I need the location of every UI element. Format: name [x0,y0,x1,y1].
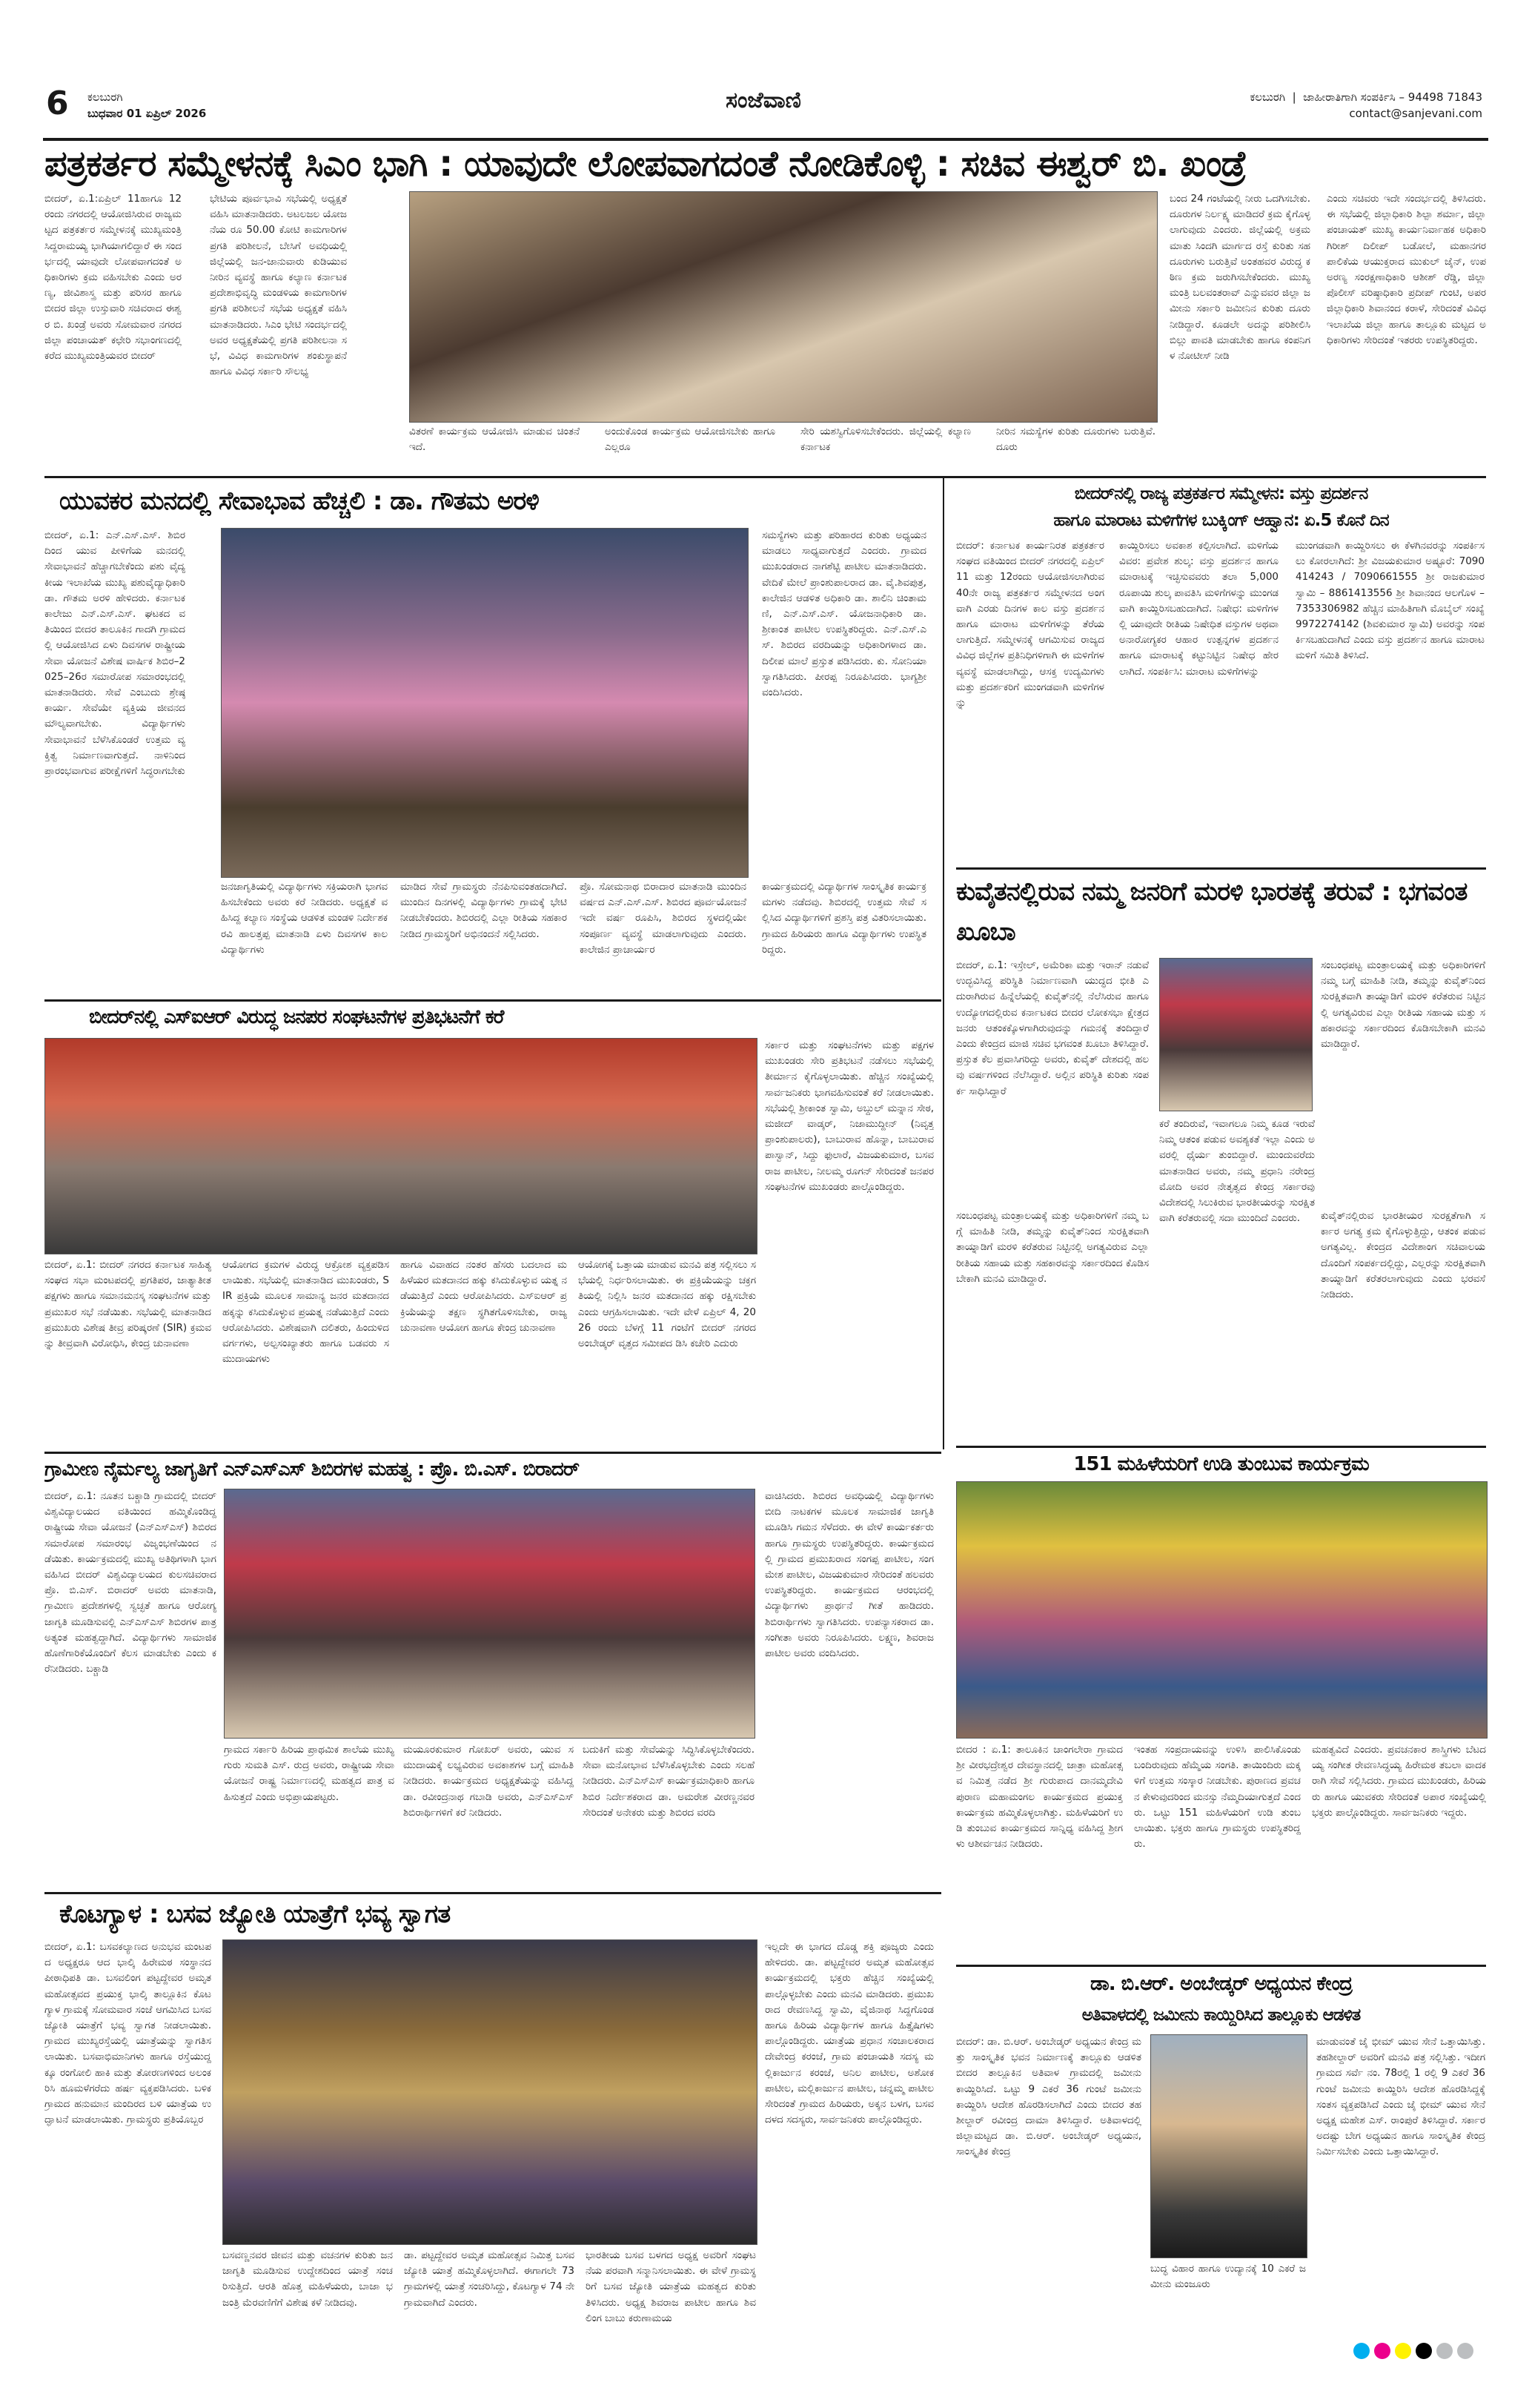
divider-1 [44,476,1486,478]
article5-photo [44,1038,757,1254]
article5-col4: ಆಯೋಗಕ್ಕೆ ಒತ್ತಾಯ ಮಾಡುವ ಮನವಿ ಪತ್ರ ಸಲ್ಲಿಸಲು ಸಭೆಯಲ್ಲಿ ನಿರ್ಧರಿಸಲಾಯಿತು. ಈ ಪ್ರಕ್ರಿಯೆಯನ್ನು ಚಕ್ರಗತಿಯಲ್ಲಿ ನಿಲ್ಲಿಸಿ ಜನರ ಮತದಾನದ ಹಕ್ಕು ರಕ್ಷಿಸಬೇಕು ಎಂದು ಆಗ್ರಹಿಸಲಾಯಿತು. ಇದೇ ವೇಳೆ ಏಪ್ರಿಲ್ 4, 2026 ರಂದು ಬೆಳಗ್ಗೆ 11 ಗಂಟೆಗೆ ಬೀದರ್ ನಗರದ ಅಂಬೇಡ್ಕರ್ ವೃತ್ತದ ಸಮೀಪದ ಡಿಸಿ ಕಚೇರಿ ಎದುರು [578,1259,756,1350]
article2-under4: ಕಾರ್ಯಕ್ರಮದಲ್ಲಿ ವಿದ್ಯಾರ್ಥಿಗಳ ಸಾಂಸ್ಕೃತಿಕ ಕಾರ್ಯಕ್ರಮಗಳು ನಡೆದವು. ಶಿಬಿರದಲ್ಲಿ ಉತ್ತಮ ಸೇವೆ ಸಲ್ಲಿಸಿದ ವಿದ್ಯಾರ್ಥಿಗಳಿಗೆ ಪ್ರಶಸ್ತಿ ಪತ್ರ ವಿತರಿಸಲಾಯಿತು. ಗ್ರಾಮದ ಹಿರಿಯರು ಹಾಗೂ ವಿದ್ಯಾರ್ಥಿಗಳು ಉಪಸ್ಥಿತರಿದ್ದರು. [762,881,926,956]
article6-photo [956,1481,1488,1739]
article4-col4: ಕುವೈತ್‌ನಲ್ಲಿರುವ ಭಾರತೀಯರ ಸುರಕ್ಷತೆಗಾಗಿ ಸರ್ಕಾರ ಅಗತ್ಯ ಕ್ರಮ ಕೈಗೊಳ್ಳುತ್ತಿದ್ದು, ಆತಂಕ ಪಡುವ ಅಗತ್ಯವಿಲ್ಲ. ಕೇಂದ್ರದ ವಿದೇಶಾಂಗ ಸಚಿವಾಲಯದೊಂದಿಗೆ ಸಂಪರ್ಕದಲ್ಲಿದ್ದು, ಎಲ್ಲರನ್ನು ಸುರಕ್ಷಿತವಾಗಿ ತಾಯ್ನಾಡಿಗೆ ಕರೆತರಲಾಗುವುದು ಎಂದು ಭರವಸೆ ನೀಡಿದರು. [1321,1210,1485,1301]
article2-headline: ಯುವಕರ ಮನದಲ್ಲಿ ಸೇವಾಭಾವ ಹೆಚ್ಚಲಿ : ಡಾ. ಗೌತಮ ಅರಳಿ [59,486,539,516]
article7-col1: ಬೀದರ್, ಏ.1: ನೂತನ ಬಕ್ಚಾಡಿ ಗ್ರಾಮದಲ್ಲಿ ಬೀದರ್ ವಿಶ್ವವಿದ್ಯಾಲಯದ ವತಿಯಿಂದ ಹಮ್ಮಿಕೊಂಡಿದ್ದ ರಾಷ್ಟ್ರೀಯ ಸೇವಾ ಯೋಜನೆ (ಎನ್‌ಎಸ್‌ಎಸ್) ಶಿಬಿರದ ಸಮಾರೋಪ ಸಮಾರಂಭ ವಿಜೃಂಭಣೆಯಿಂದ ನಡೆಯಿತು. ಕಾರ್ಯಕ್ರಮದಲ್ಲಿ ಮುಖ್ಯ ಅತಿಥಿಗಳಾಗಿ ಭಾಗವಹಿಸಿದ ಬೀದರ್ ವಿಶ್ವವಿದ್ಯಾಲಯದ ಕುಲಸಚಿವರಾದ ಪ್ರೊ. ಬಿ.ಎಸ್. ಬಿರಾದರ್ ಅವರು ಮಾತನಾಡಿ, ಗ್ರಾಮೀಣ ಪ್ರದೇಶಗಳಲ್ಲಿ ಸ್ವಚ್ಛತೆ ಹಾಗೂ ಆರೋಗ್ಯ ಜಾಗೃತಿ ಮೂಡಿಸುವಲ್ಲಿ ಎನ್‌ಎಸ್‌ಎಸ್ ಶಿಬಿರಗಳ ಪಾತ್ರ ಅತ್ಯಂತ ಮಹತ್ವದ್ದಾಗಿದೆ. ವಿದ್ಯಾರ್ಥಿಗಳು ಸಾಮಾಜಿಕ ಹೊಣೆಗಾರಿಕೆಯೊಂದಿಗೆ ಕೆಲಸ ಮಾಡಬೇಕು ಎಂದು ಕರೆನೀಡಿದರು. ಬಕ್ಚಾಡಿ [44,1490,216,1676]
article2-photo [221,528,749,878]
article1-under4: ನೀರಿನ ಸಮಸ್ಯೆಗಳ ಕುರಿತು ದೂರುಗಳು ಬರುತ್ತಿವೆ. ದೂರು [996,426,1155,454]
article7-under3: ಬದುಕಿಗೆ ಮತ್ತು ಸೇವೆಯನ್ನು ಸಿದ್ಧಿಸಿಕೊಳ್ಳಬೇಕೆಂದರು. ಸೇವಾ ಮನೋಭಾವ ಬೆಳೆಸಿಕೊಳ್ಳಬೇಕು ಎಂದು ಸಲಹೆ ನೀಡಿದರು. ಎನ್‌ಎಸ್‌ಎಸ್ ಕಾರ್ಯಕ್ರಮಾಧಿಕಾರಿ ಹಾಗೂ ಶಿಬಿರ ನಿರ್ದೇಶಕರಾದ ಡಾ. ಅಮರೇಶ ವೀರಣ್ಣನವರ ಸೇರಿದಂತೆ ಅನೇಕರು ಮತ್ತು ಶಿಬಿರದ ವರದಿ [583,1744,755,1819]
article4-col1b: ಸಂಬಂಧಪಟ್ಟ ಮಂತ್ರಾಲಯಕ್ಕೆ ಮತ್ತು ಅಧಿಕಾರಿಗಳಿಗೆ ನಮ್ಮ ಬಗ್ಗೆ ಮಾಹಿತಿ ನೀಡಿ, ತಮ್ಮನ್ನು ಕುವೈತ್‌ನಿಂದ ಸುರಕ್ಷಿತವಾಗಿ ತಾಯ್ನಾಡಿಗೆ ಮರಳಿ ಕರೆತರುವ ನಿಟ್ಟಿನಲ್ಲಿ ಅಗತ್ಯವಿರುವ ಎಲ್ಲಾ ರೀತಿಯ ಸಹಾಯ ಮತ್ತು ಸಹಕಾರವನ್ನು ಸರ್ಕಾರದಿಂದ ಕೊಡಿಸಬೇಕಾಗಿ ಮನವಿ ಮಾಡಿದ್ದಾರೆ. [956,1210,1149,1285]
article9-headline: ಡಾ. ಬಿ.ಆರ್. ಅಂಬೇಡ್ಕರ್ ಅಧ್ಯಯನ ಕೇಂದ್ರ [1090,1973,1353,1995]
article9-col2: ಬುದ್ಧ ವಿಹಾರ ಹಾಗೂ ಉದ್ಯಾನಕ್ಕೆ 10 ಎಕರೆ ಜಮೀನು ಮಂಜೂರು [1150,2263,1306,2291]
divider-3 [956,867,1486,870]
article4-photo [1159,958,1313,1111]
article3-kicker: ಬೀದರ್‌ನಲ್ಲಿ ರಾಜ್ಯ ಪತ್ರಕರ್ತರ ಸಮ್ಮೇಳನ: ವಸ್ತು ಪ್ರದರ್ಶನ [1074,484,1368,503]
article4-col1: ಬೀದರ್, ಏ.1: ಇಸ್ರೇಲ್, ಅಮೆರಿಕಾ ಮತ್ತು ಇರಾನ್ ನಡುವೆ ಉದ್ಭವಿಸಿದ್ದ ಪರಿಸ್ಥಿತಿ ನಿರ್ಮಾಣವಾಗಿ ಯುದ್ಧದ ಭೀತಿ ಎದುರಾಗಿರುವ ಹಿನ್ನೆಲೆಯಲ್ಲಿ ಕುವೈತ್‌ನಲ್ಲಿ ನೆಲೆಸಿರುವ ಹಾಗೂ ಉದ್ಯೋಗದಲ್ಲಿರುವ ಕರ್ನಾಟಕದ ಬೀದರ ಲೋಕಸಭಾ ಕ್ಷೇತ್ರದ ಜನರು ಆತಂಕಕ್ಕೊಳಗಾಗಿರುವುದನ್ನು ಗಮನಕ್ಕೆ ತಂದಿದ್ದಾರೆ ಎಂದು ಕೇಂದ್ರದ ಮಾಜಿ ಸಚಿವ ಭಗವಂತ ಖೂಬಾ ತಿಳಿಸಿದ್ದಾರೆ. ಪ್ರಸ್ತುತ ಕೆಲ ಪ್ರವಾಸಿಗರಿದ್ದು ಅವರು, ಕುವೈತ್ ದೇಶದಲ್ಲಿ ಹಲವು ವರ್ಷಗಳಿಂದ ನೆಲೆಸಿದ್ದಾರೆ. ಅಲ್ಲಿನ ಪರಿಸ್ಥಿತಿ ಕುರಿತು ಸಂಪರ್ಕ ಸಾಧಿಸಿದ್ದಾರೆ [956,959,1149,1097]
masthead-left [87,89,206,122]
article7-under2: ಮಯೂರಕುಮಾರ ಗೋಖರ್ ಅವರು, ಯುವ ಸಮುದಾಯಕ್ಕೆ ಲಭ್ಯವಿರುವ ಅವಕಾಶಗಳ ಬಗ್ಗೆ ಮಾಹಿತಿ ನೀಡಿದರು. ಕಾರ್ಯಕ್ರಮದ ಅಧ್ಯಕ್ಷತೆಯನ್ನು ವಹಿಸಿದ್ದ ಡಾ. ರವೀಂದ್ರನಾಥ ಗಬಾಡಿ ಅವರು, ಎನ್‌ಎಸ್‌ಎಸ್ ಶಿಬಿರಾರ್ಥಿಗಳಿಗೆ ಕರೆ ನೀಡಿದರು. [403,1744,574,1819]
article5-side: ಸರ್ಕಾರ ಮತ್ತು ಸಂಘಟನೆಗಳು ಮತ್ತು ಪಕ್ಷಗಳ ಮುಖಂಡರು ಸೇರಿ ಪ್ರತಿಭಟನೆ ನಡೆಸಲು ಸಭೆಯಲ್ಲಿ ತೀರ್ಮಾನ ಕೈಗೊಳ್ಳಲಾಯಿತು. ಹೆಚ್ಚಿನ ಸಂಖ್ಯೆಯಲ್ಲಿ ಸಾರ್ವಜನಿಕರು ಭಾಗವಹಿಸುವಂತೆ ಕರೆ ನೀಡಲಾಯಿತು. ಸಭೆಯಲ್ಲಿ ಶ್ರೀಕಾಂತ ಸ್ವಾಮಿ, ಅಬ್ದುಲ್ ಮನ್ನಾನ ಸೇಠ, ಮಜೀದ್ ವಾಡ್ಕರ್, ನಿಜಾಮುದ್ದೀನ್ (ನಿವೃತ್ತ ಪ್ರಾಂಶುಪಾಲರು), ಬಾಬುರಾವ ಹೊನ್ನಾ, ಬಾಬುರಾವ ಪಾಸ್ವಾನ್, ಸಿದ್ದು ಫುಲಾರೆ, ವಿಜಯಕುಮಾರ, ಬಸವರಾಜ ಪಾಟೀಲ, ನೀಲಮ್ಮ ರೂಗನ್ ಸೇರಿದಂತೆ ಜನಪರ ಸಂಘಟನೆಗಳ ಮುಖಂಡರು ಪಾಲ್ಗೊಂಡಿದ್ದರು. [765,1039,934,1193]
ad-contact: ಜಾಹೀರಾತಿಗಾಗಿ ಸಂಪರ್ಕಿಸಿ – 94498 71843 [1303,90,1482,104]
article9-col3: ಮಾಡುವಂತೆ ಜೈ ಭೀಮ್ ಯುವ ಸೇನೆ ಒತ್ತಾಯಿಸಿತ್ತು. ತಹಶೀಲ್ದಾರ್ ಅವರಿಗೆ ಮನವಿ ಪತ್ರ ಸಲ್ಲಿಸಿತ್ತು. ಇದೀಗ ಗ್ರಾಮದ ಸರ್ವೆ ನಂ. 78ರಲ್ಲಿ 1 ರಲ್ಲಿ 9 ಎಕರೆ 36 ಗುಂಟೆ ಜಮೀನು ಕಾಯ್ದಿರಿಸಿ ಆದೇಶ ಹೊರಡಿಸಿದ್ದಕ್ಕೆ ಸಂತಸ ವ್ಯಕ್ತಪಡಿಸಿದೆ ಎಂದು ಜೈ ಭೀಮ್ ಯುವ ಸೇನೆ ಅಧ್ಯಕ್ಷ ಮಹೇಶ ಎಸ್. ರಾಂಪುರೆ ತಿಳಿಸಿದ್ದಾರೆ. ಸರ್ಕಾರ ಅದಷ್ಟು ಬೇಗ ಅಧ್ಯಯನ ಹಾಗೂ ಸಾಂಸ್ಕೃತಿಕ ಕೇಂದ್ರ ನಿರ್ಮಿಸಬೇಕು ಎಂದು ಒತ್ತಾಯಿಸಿದ್ದಾರೆ. [1316,2036,1485,2158]
article9-photo [1150,2034,1307,2258]
article2-under2: ಮಾಡಿದ ಸೇವೆ ಗ್ರಾಮಸ್ಥರು ನೆನಪಿಸುವಂತಹದಾಗಿದೆ. ಮುಂದಿನ ದಿನಗಳಲ್ಲಿ ವಿದ್ಯಾರ್ಥಿಗಳು ಗ್ರಾಮಕ್ಕೆ ಭೇಟಿ ನೀಡಬೇಕೆಂದರು. ಶಿಬಿರದಲ್ಲಿ ಎಲ್ಲಾ ರೀತಿಯ ಸಹಕಾರ ನೀಡಿದ ಗ್ರಾಮಸ್ಥರಿಗೆ ಅಭಿನಂದನೆ ಸಲ್ಲಿಸಿದರು. [400,881,567,940]
article2-col1: ಬೀದರ್, ಏ.1: ಎನ್.ಎಸ್.ಎಸ್. ಶಿಬಿರದಿಂದ ಯುವ ಪೀಳಿಗೆಯ ಮನದಲ್ಲಿ ಸೇವಾಭಾವನೆ ಹೆಚ್ಚಾಗಬೇಕೆಂದು ಪಶು ವೈದ್ಯಕೀಯ ಇಲಾಖೆಯ ಮುಖ್ಯ ಪಶುವೈದ್ಯಾಧಿಕಾರಿ ಡಾ. ಗೌತಮ ಅರಳಿ ಹೇಳಿದರು. ಕರ್ನಾಟಕ ಕಾಲೇಜು ಎನ್.ಎಸ್.ಎಸ್. ಘಟಕದ ವತಿಯಿಂದ ಬೀದರ ತಾಲೂಕಿನ ಗಾದಗಿ ಗ್ರಾಮದಲ್ಲಿ ಆಯೋಜಿಸಿದ ಏಳು ದಿವಸಗಳ ರಾಷ್ಟ್ರೀಯ ಸೇವಾ ಯೋಜನೆ ವಿಶೇಷ ವಾರ್ಷಿಕ ಶಿಬಿರ–2025–26ರ ಸಮಾರೋಪ ಸಮಾರಂಭದಲ್ಲಿ ಮಾತನಾಡಿದರು. ಸೇವೆ ಎಂಬುದು ಶ್ರೇಷ್ಠ ಕಾರ್ಯ. ಸೇವೆಯೇ ವ್ಯಕ್ತಿಯ ಜೀವನದ ಮೌಲ್ಯವಾಗಬೇಕು. ವಿದ್ಯಾರ್ಥಿಗಳು ಸೇವಾಭಾವನೆ ಬೆಳೆಸಿಕೊಂಡರೆ ಉತ್ತಮ ವ್ಯಕ್ತಿತ್ವ ನಿರ್ಮಾಣವಾಗುತ್ತದೆ. ನಾಳಿನಿಂದ ಪ್ರಾರಂಭವಾಗುವ ಪರೀಕ್ಷೆಗಳಿಗೆ ಸಿದ್ಧರಾಗಬೇಕು [44,529,185,778]
article7-col3: ವಾಚಿಸಿದರು. ಶಿಬಿರದ ಅವಧಿಯಲ್ಲಿ ವಿದ್ಯಾರ್ಥಿಗಳು ಬೀದಿ ನಾಟಕಗಳ ಮೂಲಕ ಸಾಮಾಜಿಕ ಜಾಗೃತಿ ಮೂಡಿಸಿ ಗಮನ ಸೆಳೆದರು. ಈ ವೇಳೆ ಕಾರ್ಯಕರ್ತರು ಹಾಗೂ ಗ್ರಾಮಸ್ಥರು ಉಪಸ್ಥಿತರಿದ್ದರು. ಕಾರ್ಯಕ್ರಮದಲ್ಲಿ ಗ್ರಾಮದ ಪ್ರಮುಖರಾದ ಸಂಗಪ್ಪ ಪಾಟೀಲ, ಸಂಗಮೇಶ ಪಾಟೀಲ, ವಿಜಯಕುಮಾರ ಸೇರಿದಂತೆ ಹಲವರು ಉಪಸ್ಥಿತರಿದ್ದರು. ಕಾರ್ಯಕ್ರಮದ ಆರಂಭದಲ್ಲಿ ವಿದ್ಯಾರ್ಥಿಗಳು ಪ್ರಾರ್ಥನೆ ಗೀತೆ ಹಾಡಿದರು. ಶಿಬಿರಾರ್ಥಿಗಳು ಸ್ವಾಗತಿಸಿದರು. ಉಪನ್ಯಾಸಕರಾದ ಡಾ. ಸಂಗೀತಾ ಅವರು ನಿರೂಪಿಸಿದರು. ಲಕ್ಷ್ಮಣ, ಶಿವರಾಜ ಪಾಟೀಲ ಅವರು ವಂದಿಸಿದರು. [765,1490,934,1660]
masthead-city: ಕಲಬುರಗಿ [87,90,123,104]
article8-photo [222,1939,757,2245]
divider-5 [956,1446,1486,1448]
newspaper-logo [671,86,856,135]
article1-col3: ಬಂದ 24 ಗಂಟೆಯಲ್ಲಿ ನೀರು ಒದಗಿಸಬೇಕು. ದೂರುಗಳ ನಿರ್ಲಕ್ಷ್ಯ ಮಾಡಿದರೆ ಕ್ರಮ ಕೈಗೊಳ್ಳಲಾಗುವುದು ಎಂದರು. ಜಿಲ್ಲೆಯಲ್ಲಿ ಅಕ್ರಮ ಮಾತು ಸಿಂದಗಿ ಮಾರ್ಗದ ರಸ್ತೆ ಕುರಿತು ಸಹ ದೂರುಗಳು ಬರುತ್ತಿವೆ ಅಂತಹವರ ವಿರುದ್ಧ ಕಠಿಣ ಕ್ರಮ ಜರುಗಿಸಬೇಕೆಂದರು. ಮುಖ್ಯಮಂತ್ರಿ ಬಲವಂತರಾವ್ ಎನ್ನುವವರ ಜಿಲ್ಲಾ ಜಮೀನು ಸರ್ಕಾರಿ ಜಮೀನಿನ ಕುರಿತು ದೂರು ನೀಡಿದ್ದಾರೆ. ಕೂಡಲೇ ಅದನ್ನು ಪರಿಶೀಲಿಸಿ ಬಿಲ್ಲು ಪಾವತಿ ಮಾಡಬೇಕು ಹಾಗೂ ಕಂಪನಿಗಳ ನೋಟೀಸ್ ನೀಡಿ [1170,193,1310,363]
article8-col3: ಇಲ್ಲದೇ ಈ ಭಾಗದ ದೊಡ್ಡ ಶಕ್ತಿ ಪೂಜ್ಯರು ಎಂದು ಹೇಳಿದರು. ಡಾ. ಪಟ್ಟದ್ದೇವರ ಅಮೃತ ಮಹೋತ್ಸವ ಕಾರ್ಯಕ್ರಮದಲ್ಲಿ ಭಕ್ತರು ಹೆಚ್ಚಿನ ಸಂಖ್ಯೆಯಲ್ಲಿ ಪಾಲ್ಗೊಳ್ಳಬೇಕು ಎಂದು ಮನವಿ ಮಾಡಿದರು. ಪ್ರಮುಖರಾದ ರೇವಣಸಿದ್ದ ಸ್ವಾಮಿ, ವೈಜಿನಾಥ ಸಿದ್ದಗೊಂಡ ಹಾಗೂ ಹಿರಿಯ ವಿದ್ಯಾರ್ಥಿಗಳ ಹಾಗೂ ಹಿತ್ತೈಷಿಗಳು ಪಾಲ್ಗೊಂಡಿದ್ದರು. ಯಾತ್ರೆಯ ಪ್ರಧಾನ ಸಂಚಾಲಕರಾದ ದೇವೇಂದ್ರ ಕರಂಜೆ, ಗ್ರಾಮ ಪಂಚಾಯತಿ ಸದಸ್ಯ ಮಲ್ಲಿಕಾರ್ಜುನ ಕರಂಜೆ, ಅನಿಲ ಪಾಟೀಲ, ಅಶೋಕ ಪಾಟೀಲ, ಮಲ್ಲಿಕಾರ್ಜುನ ಪಾಟೀಲ, ಚನ್ನಮ್ಮ ಪಾಟೀಲ ಸೇರಿದಂತೆ ಗ್ರಾಮದ ಹಿರಿಯರು, ಅಕ್ಕನ ಬಳಗ, ಬಸವ ದಳದ ಸದಸ್ಯರು, ಸಾರ್ವಜನಿಕರು ಪಾಲ್ಗೊಂಡಿದ್ದರು. [765,1941,934,2126]
divider-6 [44,1892,941,1894]
article3-col1: ಬೀದರ್: ಕರ್ನಾಟಕ ಕಾರ್ಯನಿರತ ಪತ್ರಕರ್ತರ ಸಂಘದ ವತಿಯಿಂದ ಬೀದರ್ ನಗರದಲ್ಲಿ ಏಪ್ರಿಲ್ 11 ಮತ್ತು 12ರಂದು ಆಯೋಜಿಸಲಾಗಿರುವ 40ನೇ ರಾಜ್ಯ ಪತ್ರಕರ್ತರ ಸಮ್ಮೇಳನದ ಅಂಗವಾಗಿ ಎರಡು ದಿನಗಳ ಕಾಲ ವಸ್ತು ಪ್ರದರ್ಶನ ಹಾಗೂ ಮಾರಾಟ ಮಳಿಗೆಗಳನ್ನು ತೆರೆಯಲಾಗುತ್ತಿದೆ. ಸಮ್ಮೇಳನಕ್ಕೆ ಆಗಮಿಸುವ ರಾಜ್ಯದ ವಿವಿಧ ಜಿಲ್ಲೆಗಳ ಪ್ರತಿನಿಧಿಗಳಿಗಾಗಿ ಈ ಮಳಿಗೆಗಳ ವ್ಯವಸ್ಥೆ ಮಾಡಲಾಗಿದ್ದು, ಆಸಕ್ತ ಉದ್ಯಮಿಗಳು ಮತ್ತು ಪ್ರದರ್ಶಕರಿಗೆ ಮುಂಗಡವಾಗಿ ಮಳಿಗೆಗಳನ್ನು [956,540,1104,710]
logo-text: ಸಂಜೆವಾಣಿ [726,87,801,113]
article7-headline: ಗ್ರಾಮೀಣ ನೈರ್ಮಲ್ಯ ಜಾಗೃತಿಗೆ ಎನ್‌ಎಸ್‌ಎಸ್ ಶಿಬಿರಗಳ ಮಹತ್ವ : ಪ್ರೊ. ಬಿ.ಎಸ್. ಬಿರಾದರ್ [44,1458,580,1481]
article1-photo [409,191,1158,423]
masthead-right: ಕಲಬುರಗಿ | ಜಾಹೀರಾತಿಗಾಗಿ ಸಂಪರ್ಕಿಸಿ – 94498 71843 contact@sanjevani.com [1141,89,1482,122]
article2-col3: ಸಮಸ್ಯೆಗಳು ಮತ್ತು ಪರಿಹಾರದ ಕುರಿತು ಅಧ್ಯಯನ ಮಾಡಲು ಸಾಧ್ಯವಾಗುತ್ತದೆ ಎಂದರು. ಗ್ರಾಮದ ಮುಖಂಡರಾದ ನಾಗಶೆಟ್ಟಿ ಪಾಟೀಲ ಮಾತನಾಡಿದರು. ವೇದಿಕೆ ಮೇಲೆ ಪ್ರಾಂಶುಪಾಲರಾದ ಡಾ. ವೈ.ಶಿವಪುತ್ರ, ಕಾಲೇಜಿನ ಆಡಳಿತ ಅಧಿಕಾರಿ ಡಾ. ಶಾಲಿನಿ ಚಿಂತಾಮಣಿ, ಎನ್.ಎಸ್.ಎಸ್. ಯೋಜನಾಧಿಕಾರಿ ಡಾ. ಶ್ರೀಕಾಂತ ಪಾಟೀಲ ಉಪಸ್ಥಿತರಿದ್ದರು. ಎನ್.ಎಸ್.ಎಸ್. ಶಿಬಿರದ ವರದಿಯನ್ನು ಅಧಿಕಾರಿಗಳಾದ ಡಾ. ದಿಲೀಪ ಮಾಲೆ ಪ್ರಸ್ತುತ ಪಡಿಸಿದರು. ಕು. ಸೋನಿಯಾ ಸ್ವಾಗತಿಸಿದರು. ಪೀರಪ್ಪ ನಿರೂಪಿಸಿದರು. ಭಾಗ್ಯಶ್ರೀ ವಂದಿಸಿದರು. [762,529,926,699]
article1-under2: ಅಂದುಕೊಂಡ ಕಾರ್ಯಕ್ರಮ ಆಯೋಜಿಸಬೇಕು ಹಾಗೂ ಎಲ್ಲರೂ [605,426,775,454]
article8-under1: ಬಸವಣ್ಣನವರ ಜೀವನ ಮತ್ತು ವಚನಗಳ ಕುರಿತು ಜನಜಾಗೃತಿ ಮೂಡಿಸುವ ಉದ್ದೇಶದಿಂದ ಯಾತ್ರೆ ಸಂಚರಿಸುತ್ತಿದೆ. ಆರತಿ ಹೊತ್ತ ಮಹಿಳೆಯರು, ಬಾಜಾ ಭಜಂತ್ರಿ ಮೆರವಣಿಗೆಗೆ ವಿಶೇಷ ಕಳೆ ನೀಡಿದವು. [222,2249,393,2309]
article2-under1: ಜನಜಾಗೃತಿಯಲ್ಲಿ ವಿದ್ಯಾರ್ಥಿಗಳು ಸಕ್ರಿಯರಾಗಿ ಭಾಗವಹಿಸಬೇಕೆಂದು ಅವರು ಕರೆ ನೀಡಿದರು. ಅಧ್ಯಕ್ಷತೆ ವಹಿಸಿದ್ದ ಕಲ್ಯಾಣ ಸಂಸ್ಥೆಯ ಆಡಳಿತ ಮಂಡಳಿ ನಿರ್ದೇಶಕ ರವಿ ಹಾಲತ್ತಪ್ಪ ಮಾತನಾಡಿ ಏಳು ದಿವಸಗಳ ಕಾಲ ವಿದ್ಯಾರ್ಥಿಗಳು [221,881,388,956]
article3-col2: ಕಾಯ್ದಿರಿಸಲು ಅವಕಾಶ ಕಲ್ಪಿಸಲಾಗಿದೆ. ಮಳಿಗೆಯ ವಿವರ: ಪ್ರವೇಶ ಶುಲ್ಕ: ವಸ್ತು ಪ್ರದರ್ಶನ ಹಾಗೂ ಮಾರಾಟಕ್ಕೆ ಇಚ್ಛಿಸುವವರು ತಲಾ 5,000 ರೂಪಾಯಿ ಶುಲ್ಕ ಪಾವತಿಸಿ ಮಳಿಗೆಗಳನ್ನು ಮುಂಗಡವಾಗಿ ಕಾಯ್ದಿರಿಸಬಹುದಾಗಿದೆ. ನಿಷೇಧ: ಮಳಿಗೆಗಳಲ್ಲಿ ಯಾವುದೇ ರೀತಿಯ ನಿಷೇಧಿತ ವಸ್ತುಗಳ ಅಥವಾ ಅನಾರೋಗ್ಯಕರ ಆಹಾರ ಉತ್ಪನ್ನಗಳ ಪ್ರದರ್ಶನ ಹಾಗೂ ಮಾರಾಟಕ್ಕೆ ಕಟ್ಟುನಿಟ್ಟಿನ ನಿಷೇಧ ಹೇರಲಾಗಿದೆ. ಸಂಪರ್ಕಿಸಿ: ಮಾರಾಟ ಮಳಿಗೆಗಳನ್ನು [1119,540,1279,678]
article1-headline: ಪತ್ರಕರ್ತರ ಸಮ್ಮೇಳನಕ್ಕೆ ಸಿಎಂ ಭಾಗಿ : ಯಾವುದೇ ಲೋಪವಾಗದಂತೆ ನೋಡಿಕೊಳ್ಳಿ : ಸಚಿವ ಈಶ್ವರ್ ಬಿ. ಖಂಡ್ರೆ [44,143,1247,185]
masthead-right-city: ಕಲಬುರಗಿ [1250,90,1286,104]
cyan-mark [1353,2343,1370,2359]
article4-col2: ಸಂಬಂಧಪಟ್ಟ ಮಂತ್ರಾಲಯಕ್ಕೆ ಮತ್ತು ಅಧಿಕಾರಿಗಳಿಗೆ ನಮ್ಮ ಬಗ್ಗೆ ಮಾಹಿತಿ ನೀಡಿ, ತಮ್ಮನ್ನು ಕುವೈತ್‌ನಿಂದ ಸುರಕ್ಷಿತವಾಗಿ ತಾಯ್ನಾಡಿಗೆ ಮರಳಿ ಕರೆತರುವ ನಿಟ್ಟಿನಲ್ಲಿ ಅಗತ್ಯವಿರುವ ಎಲ್ಲಾ ರೀತಿಯ ಸಹಾಯ ಮತ್ತು ಸಹಕಾರವನ್ನು ಸರ್ಕಾರದಿಂದ ಕೊಡಿಸಬೇಕಾಗಿ ಮನವಿ ಮಾಡಿದ್ದಾರೆ. [1321,959,1485,1051]
divider-4 [44,1452,941,1454]
grey-mark-2 [1457,2343,1473,2359]
article9-col1: ಬೀದರ್: ಡಾ. ಬಿ.ಆರ್. ಅಂಬೇಡ್ಕರ್ ಅಧ್ಯಯನ ಕೇಂದ್ರ ಮತ್ತು ಸಾಂಸ್ಕೃತಿಕ ಭವನ ನಿರ್ಮಾಣಕ್ಕೆ ತಾಲ್ಲೂಕು ಆಡಳಿತ ಬೀದರ ತಾಲ್ಲೂಕಿನ ಅತಿವಾಳ ಗ್ರಾಮದಲ್ಲಿ ಜಮೀನು ಕಾಯ್ದಿರಿಸಿದೆ. ಒಟ್ಟು 9 ಎಕರೆ 36 ಗುಂಟೆ ಜಮೀನು ಕಾಯ್ದಿರಿಸಿ ಆದೇಶ ಹೊರಡಿಸಲಾಗಿದೆ ಎಂದು ಬೀದರ ತಹಶೀಲ್ದಾರ್ ರವೀಂದ್ರ ದಾಮಾ ತಿಳಿಸಿದ್ದಾರೆ. ಅತಿವಾಳದಲ್ಲಿ ಜಿಲ್ಲಾಮಟ್ಟದ ಡಾ. ಬಿ.ಆರ್. ಅಂಬೇಡ್ಕರ್ ಅಧ್ಯಯನ, ಸಾಂಸ್ಕೃತಿಕ ಕೇಂದ್ರ [956,2036,1141,2158]
article1-col4: ಎಂದು ಸಚಿವರು ಇದೇ ಸಂದರ್ಭದಲ್ಲಿ ತಿಳಿಸಿದರು. ಈ ಸಭೆಯಲ್ಲಿ ಜಿಲ್ಲಾಧಿಕಾರಿ ಶಿಲ್ಪಾ ಶರ್ಮಾ, ಜಿಲ್ಲಾ ಪಂಚಾಯತ್ ಮುಖ್ಯ ಕಾರ್ಯನಿರ್ವಾಹಕ ಅಧಿಕಾರಿ ಗಿರೀಶ್ ದಿಲೀಪ್ ಬಡೋಲೆ, ಮಹಾನಗರ ಪಾಲಿಕೆಯ ಆಯುಕ್ತರಾದ ಮುಕುಲ್ ಜೈನ್, ಉಪ ಅರಣ್ಯ ಸಂರಕ್ಷಣಾಧಿಕಾರಿ ಆಶೀಶ್ ರೆಡ್ಡಿ, ಜಿಲ್ಲಾ ಪೊಲೀಸ್ ವರಿಷ್ಠಾಧಿಕಾರಿ ಪ್ರದೀಪ್ ಗುಂಟಿ, ಅಪರ ಜಿಲ್ಲಾಧಿಕಾರಿ ಶಿವಾನಂದ ಕರಾಳೆ, ಸೇರಿದಂತೆ ವಿವಿಧ ಇಲಾಖೆಯ ಜಿಲ್ಲಾ ಹಾಗೂ ತಾಲ್ಲೂಕು ಮಟ್ಟದ ಅಧಿಕಾರಿಗಳು ಸೇರಿದಂತೆ ಇತರರು ಉಪಸ್ಥಿತರಿದ್ದರು. [1327,193,1486,346]
grey-mark [1436,2343,1453,2359]
article8-headline: ಕೊಟಗ್ಯಾಳ : ಬಸವ ಜ್ಯೋತಿ ಯಾತ್ರೆಗೆ ಭವ್ಯ ಸ್ವಾಗತ [59,1899,451,1929]
article5-col1: ಬೀದರ್, ಏ.1: ಬೀದರ್ ನಗರದ ಕರ್ನಾಟಕ ಸಾಹಿತ್ಯ ಸಂಘದ ಸಭಾ ಮಂಟಪದಲ್ಲಿ ಪ್ರಗತಿಪರ, ಜಾತ್ಯಾತೀತ ಪಕ್ಷಗಳು ಹಾಗೂ ಸಮಾನಮನಸ್ಕ ಸಂಘಟನೆಗಳ ಮತ್ತು ಪ್ರಮುಖರ ಸಭೆ ನಡೆಯಿತು. ಸಭೆಯಲ್ಲಿ ಮಾತನಾಡಿದ ಪ್ರಮುಖರು ವಿಶೇಷ ತೀವ್ರ ಪರಿಷ್ಕರಣೆ (SIR) ಕ್ರಮವನ್ನು ತೀವ್ರವಾಗಿ ವಿರೋಧಿಸಿ, ಕೇಂದ್ರ ಚುನಾವಣಾ [44,1259,211,1350]
article5-headline: ಬೀದರ್‌ನಲ್ಲಿ ಎಸ್‌ಐಆರ್ ವಿರುದ್ಧ ಜನಪರ ಸಂಘಟನೆಗಳ ಪ್ರತಿಭಟನೆಗೆ ಕರೆ [89,1006,504,1028]
divider-2 [44,999,941,1002]
article3-col3: ಮುಂಗಡವಾಗಿ ಕಾಯ್ದಿರಿಸಲು ಈ ಕೆಳಗಿನವರನ್ನು ಸಂಪರ್ಕಿಸಲು ಕೋರಲಾಗಿದೆ: ಶ್ರೀ ವಿಜಯಕುಮಾರ ಅಷ್ಟೂರೆ: 7090414243 / 7090661555 ಶ್ರೀ ರಾಜಕುಮಾರ ಸ್ವಾಮಿ – 8861413556 ಶ್ರೀ ಶಿವಾನಂದ ಆಲಗೊಳ – 7353306982 ಹೆಚ್ಚಿನ ಮಾಹಿತಿಗಾಗಿ ಮೊಬೈಲ್ ಸಂಖ್ಯೆ 9972274142 (ಶಿವಕುಮಾರ ಸ್ವಾಮಿ) ಅವರನ್ನು ಸಂಪರ್ಕಿಸಬಹುದಾಗಿದೆ ಎಂದು ವಸ್ತು ಪ್ರದರ್ಶನ ಹಾಗೂ ಮಾರಾಟ ಮಳಿಗೆ ಸಮಿತಿ ತಿಳಿಸಿದೆ. [1296,540,1485,662]
magenta-mark [1374,2343,1390,2359]
article8-col1: ಬೀದರ್, ಏ.1: ಬಸವಕಲ್ಯಾಣದ ಅನುಭವ ಮಂಟಪದ ಅಧ್ಯಕ್ಷರೂ ಆದ ಭಾಲ್ಕಿ ಹಿರೇಮಠ ಸಂಸ್ಥಾನದ ಪೀಠಾಧಿಪತಿ ಡಾ. ಬಸವಲಿಂಗ ಪಟ್ಟದ್ದೇವರ ಅಮೃತ ಮಹೋತ್ಸವದ ಪ್ರಯುಕ್ತ ಭಾಲ್ಕಿ ತಾಲ್ಲೂಕಿನ ಕೊಟಗ್ಯಾಳ ಗ್ರಾಮಕ್ಕೆ ಸೋಮವಾರ ಸಂಜೆ ಆಗಮಿಸಿದ ಬಸವ ಜ್ಯೋತಿ ಯಾತ್ರೆಗೆ ಭವ್ಯ ಸ್ವಾಗತ ನೀಡಲಾಯಿತು. ಗ್ರಾಮದ ಮುಖ್ಯರಸ್ತೆಯಲ್ಲಿ ಯಾತ್ರೆಯನ್ನು ಸ್ವಾಗತಿಸಲಾಯಿತು. ಬಸವಾಭಿಮಾನಿಗಳು ಹಾಗೂ ರಸ್ತೆಯುದ್ದಕ್ಕೂ ರಂಗೋಲಿ ಹಾಕಿ ಮತ್ತು ತೋರಣಗಳಿಂದ ಅಲಂಕರಿಸಿ ಹೂಮಳೆಗರೆದು ಹರ್ಷ ವ್ಯಕ್ತಪಡಿಸಿದರು. ಬಳಿಕ ಗ್ರಾಮದ ಹನುಮಾನ ಮಂದಿರದ ಬಳಿ ಯಾತ್ರೆಯ ಉದ್ಘಾಟನೆ ಮಾಡಲಾಯಿತು. ಗ್ರಾಮಸ್ಥರು ಪ್ರತಿಯೊಬ್ಬರ [44,1941,211,2126]
article1-under1: ವಿತರಣೆ ಕಾರ್ಯಕ್ರಮ ಆಯೋಜಿಸಿ ಮಾಡುವ ಚಿಂತನೆ ಇದೆ. [409,426,580,454]
article5-col3: ಹಾಗೂ ವಿವಾಹದ ನಂತರ ಹೆಸರು ಬದಲಾದ ಮಹಿಳೆಯರ ಮತದಾನದ ಹಕ್ಕು ಕಸಿದುಕೊಳ್ಳುವ ಯತ್ನ ನಡೆಯುತ್ತಿದೆ ಎಂದು ಆರೋಪಿಸಿದರು. ಎಸ್‌ಐಆರ್ ಪ್ರಕ್ರಿಯೆಯನ್ನು ತಕ್ಷಣ ಸ್ಥಗಿತಗೊಳಿಸಬೇಕು, ರಾಜ್ಯ ಚುನಾವಣಾ ಆಯೋಗ ಹಾಗೂ ಕೇಂದ್ರ ಚುನಾವಣಾ [400,1259,567,1334]
contact-email[interactable]: contact@sanjevani.com [1349,107,1482,120]
article1-col2: ಭೇಟಿಯ ಪೂರ್ವಭಾವಿ ಸಭೆಯಲ್ಲಿ ಅಧ್ಯಕ್ಷತೆ ವಹಿಸಿ ಮಾತನಾಡಿದರು. ಅಟಲಜಲ ಯೋಜನೆಯ ರೂ 50.00 ಕೋಟಿ ಕಾಮಗಾರಿಗಳ ಪ್ರಗತಿ ಪರಿಶೀಲನೆ, ಬೇಸಿಗೆ ಅವಧಿಯಲ್ಲಿ ಜಿಲ್ಲೆಯಲ್ಲಿ ಜನ-ಜಾನುವಾರು ಕುಡಿಯುವ ನೀರಿನ ವ್ಯವಸ್ಥೆ ಹಾಗೂ ಕಲ್ಯಾಣ ಕರ್ನಾಟಕ ಪ್ರದೇಶಾಭಿವೃದ್ಧಿ ಮಂಡಳಿಯ ಕಾಮಗಾರಿಗಳ ಪ್ರಗತಿ ಪರಿಶೀಲನೆ ಸಭೆಯ ಅಧ್ಯಕ್ಷತೆ ವಹಿಸಿ ಮಾತನಾಡಿದರು. ಸಿಎಂ ಭೇಟಿ ಸಂದರ್ಭದಲ್ಲಿ ಅವರ ಅಧ್ಯಕ್ಷತೆಯಲ್ಲಿ ಪ್ರಗತಿ ಪರಿಶೀಲನಾ ಸಭೆ, ವಿವಿಧ ಕಾಮಗಾರಿಗಳ ಶಂಕುಸ್ಥಾಪನೆ ಹಾಗೂ ವಿವಿಧ ಸರ್ಕಾರಿ ಸೌಲಭ್ಯ [210,193,347,378]
article2-under3: ಪ್ರೊ. ಸೋಮನಾಥ ಬಿರಾದಾರ ಮಾತನಾಡಿ ಮುಂದಿನ ವರ್ಷದ ಎನ್.ಎಸ್.ಎಸ್. ಶಿಬಿರದ ಪೂರ್ವಯೋಜನೆ ಇದೇ ವರ್ಷ ರೂಪಿಸಿ, ಶಿಬಿರದ ಸ್ಥಳದಲ್ಲಿಯೇ ಸಂಪೂರ್ಣ ವ್ಯವಸ್ಥೆ ಮಾಡಲಾಗುವುದು ಎಂದರು. ಕಾಲೇಜಿನ ಪ್ರಾಚಾರ್ಯರ [580,881,746,956]
article7-photo [224,1489,755,1739]
masthead-date: ಬುಧವಾರ 01 ಏಪ್ರಿಲ್ 2026 [87,107,207,120]
article4-headline: ಕುವೈತನಲ್ಲಿರುವ ನಮ್ಮ ಜನರಿಗೆ ಮರಳಿ ಭಾರತಕ್ಕೆ ತರುವೆ : ಭಗವಂತ ಖೂಬಾ [956,877,1468,947]
article6-col2: ಇಂತಹ ಸಂಪ್ರದಾಯವನ್ನು ಉಳಿಸಿ ಪಾಲಿಸಿಕೊಂಡು ಬಂದಿರುವುದು ಹೆಮ್ಮೆಯ ಸಂಗತಿ. ತಾಯಿಂದಿರು ಮಕ್ಕಳಿಗೆ ಉತ್ತಮ ಸಂಸ್ಕಾರ ನೀಡಬೇಕು. ಪುರಾಣದ ಪ್ರವಚನ ಕೇಳುವುದರಿಂದ ಮನಸ್ಸು ನೆಮ್ಮದಿಯಾಗುತ್ತದೆ ಎಂದರು. ಒಟ್ಟು 151 ಮಹಿಳೆಯರಿಗೆ ಉಡಿ ತುಂಬಲಾಯಿತು. ಭಕ್ತರು ಹಾಗೂ ಗ್ರಾಮಸ್ಥರು ಉಪಸ್ಥಿತರಿದ್ದರು. [1134,1744,1301,1850]
black-mark [1416,2343,1432,2359]
article1-under3: ಸೇರಿ ಯಶಸ್ವಿಗೊಳಿಸಬೇಕೆಂದರು. ಜಿಲ್ಲೆಯಲ್ಲಿ ಕಲ್ಯಾಣ ಕರ್ನಾಟಕ [800,426,971,454]
article7-under1: ಗ್ರಾಮದ ಸರ್ಕಾರಿ ಹಿರಿಯ ಪ್ರಾಥಮಿಕ ಶಾಲೆಯ ಮುಖ್ಯಗುರು ಸುಮತಿ ಎಸ್. ರುದ್ರ ಅವರು, ರಾಷ್ಟ್ರೀಯ ಸೇವಾ ಯೋಜನೆ ರಾಷ್ಟ್ರ ನಿರ್ಮಾಣದಲ್ಲಿ ಮಹತ್ವದ ಪಾತ್ರ ವಹಿಸುತ್ತದೆ ಎಂದು ಅಭಿಪ್ರಾಯಪಟ್ಟರು. [224,1744,394,1803]
article5-col2: ಆಯೋಗದ ಕ್ರಮಗಳ ವಿರುದ್ಧ ಆಕ್ರೋಶ ವ್ಯಕ್ತಪಡಿಸಲಾಯಿತು. ಸಭೆಯಲ್ಲಿ ಮಾತನಾಡಿದ ಮುಖಂಡರು, SIR ಪ್ರಕ್ರಿಯೆ ಮೂಲಕ ಸಾಮಾನ್ಯ ಜನರ ಮತದಾನದ ಹಕ್ಕನ್ನು ಕಸಿದುಕೊಳ್ಳುವ ಪ್ರಯತ್ನ ನಡೆಯುತ್ತಿದೆ ಎಂದು ಆರೋಪಿಸಿದರು. ವಿಶೇಷವಾಗಿ ದಲಿತರು, ಹಿಂದುಳಿದ ವರ್ಗಗಳು, ಅಲ್ಪಸಂಖ್ಯಾತರು ಹಾಗೂ ಬಡವರು ಸಮುದಾಯಗಳು [222,1259,389,1366]
article6-headline: 151 ಮಹಿಳೆಯರಿಗೆ ಉಡಿ ತುಂಬುವ ಕಾರ್ಯಕ್ರಮ [1073,1453,1369,1475]
article1-col1: ಬೀದರ್, ಏ.1:ಏಪ್ರಿಲ್ 11ಹಾಗೂ 12 ರಂದು ನಗರದಲ್ಲಿ ಆಯೋಜಿಸಿರುವ ರಾಜ್ಯಮಟ್ಟದ ಪತ್ರಕರ್ತರ ಸಮ್ಮೇಳನಕ್ಕೆ ಮುಖ್ಯಮಂತ್ರಿ ಸಿದ್ದರಾಮಯ್ಯ ಭಾಗಿಯಾಗಲಿದ್ದಾರೆ ಈ ಸಂದರ್ಭದಲ್ಲಿ ಯಾವುದೇ ಲೋಪವಾಗದಂತೆ ಅಧಿಕಾರಿಗಳು ಕ್ರಮ ವಹಿಸಬೇಕು ಎಂದು ಅರಣ್ಯ, ಜೀವಿಶಾಸ್ತ್ರ ಮತ್ತು ಪರಿಸರ ಹಾಗೂ ಬೀದರ ಜಿಲ್ಲಾ ಉಸ್ತುವಾರಿ ಸಚಿವರಾದ ಈಶ್ವರ ಬಿ. ಖಂಡ್ರೆ ಅವರು ಸೋಮವಾರ ನಗರದ ಜಿಲ್ಲಾ ಪಂಚಾಯತ್ ಕಛೇರಿ ಸಭಾಂಗಣದಲ್ಲಿ ಕರೆದ ಮುಖ್ಯಮಂತ್ರಿಯವರ ಬೀದರ್ [44,193,182,363]
article4-col3: ಕರೆ ತಂದಿರುವೆ, ಇವಾಗಲೂ ನಿಮ್ಮ ಕೂಡ ಇರುವೆ ನಿಮ್ಮ ಆತಂಕ ಪಡುವ ಅವಶ್ಯಕತೆ ಇಲ್ಲಾ ಎಂದು ಅವರಲ್ಲಿ ಧೈರ್ಯ ತುಂಬಿದ್ದಾರೆ. ಮುಂದುವರೆದು ಮಾತನಾಡಿದ ಅವರು, ನಮ್ಮ ಪ್ರಧಾನಿ ನರೇಂದ್ರ ಮೋದಿ ಅವರ ನೇತೃತ್ವದ ಕೇಂದ್ರ ಸರ್ಕಾರವು ವಿದೇಶದಲ್ಲಿ ಸಿಲುಕಿರುವ ಭಾರತೀಯರನ್ನು ಸುರಕ್ಷಿತವಾಗಿ ಕರೆತರುವಲ್ಲಿ ಸದಾ ಮುಂದಿದೆ ಎಂದರು. [1159,1118,1315,1225]
article3-headline: ಹಾಗೂ ಮಾರಾಟ ಮಳಿಗೆಗಳ ಬುಕ್ಕಿಂಗ್ ಆಹ್ವಾನ: ಏ.5 ಕೊನೆ ದಿನ [1053,511,1389,530]
article8-under3: ಭಾರತೀಯ ಬಸವ ಬಳಗದ ಅಧ್ಯಕ್ಷ ಅವರಿಗೆ ಸಂಘಟನೆಯ ಪರವಾಗಿ ಸನ್ಮಾನಿಸಲಾಯಿತು. ಈ ವೇಳೆ ಗ್ರಾಮಸ್ಥರಿಗೆ ಬಸವ ಜ್ಯೋತಿ ಯಾತ್ರೆಯ ಮಹತ್ವದ ಕುರಿತು ತಿಳಿಸಿದರು. ಅಧ್ಯಕ್ಷ ಶಿವರಾಜ ಪಾಟೀಲ ಹಾಗೂ ಶಿವಲಿಂಗ ಬಾಬು ಕರುಣಾಮಯ [586,2249,756,2324]
page-number: 6 [46,85,69,122]
divider-7 [956,1965,1486,1967]
article6-col3: ಮಹತ್ವವಿದೆ ಎಂದರು. ಪ್ರವಚನಕಾರ ಶಾಸ್ತ್ರಿಗಳು ಬೆಟದಯ್ಯ ಸಂಗೀತ ರೇವಣಸಿದ್ಧಯ್ಯ ಹಿರೇಮಠ ತಬಲಾ ವಾದಕರಾಗಿ ಸೇವೆ ಸಲ್ಲಿಸಿದರು. ಗ್ರಾಮದ ಮುಖಂಡರು, ಹಿರಿಯರು ಹಾಗೂ ಯುವಕರು ಸೇರಿದಂತೆ ಅಪಾರ ಸಂಖ್ಯೆಯಲ್ಲಿ ಭಕ್ತರು ಪಾಲ್ಗೊಂಡಿದ್ದರು. ಸಾರ್ವಜನಿಕರು ಇದ್ದರು. [1312,1744,1486,1819]
yellow-mark [1395,2343,1411,2359]
article8-under2: ಡಾ. ಪಟ್ಟದ್ದೇವರ ಅಮೃತ ಮಹೋತ್ಸವ ನಿಮಿತ್ತ ಬಸವ ಜ್ಯೋತಿ ಯಾತ್ರೆ ಹಮ್ಮಿಕೊಳ್ಳಲಾಗಿದೆ. ಈಗಾಗಲೇ 73 ಗ್ರಾಮಗಳಲ್ಲಿ ಯಾತ್ರೆ ಸಂಚರಿಸಿದ್ದು, ಕೊಟಗ್ಯಾಳ 74 ನೇ ಗ್ರಾಮವಾಗಿದೆ ಎಂದರು. [404,2249,574,2309]
article6-col1: ಬೀದರ : ಏ.1: ತಾಲೂಕಿನ ಚಾಂಗಲೇರಾ ಗ್ರಾಮದ ಶ್ರೀ ವೀರಭದ್ರೇಶ್ವರ ದೇವಸ್ಥಾನದಲ್ಲಿ ಜಾತ್ರಾ ಮಹೋತ್ಸವ ನಿಮಿತ್ತ ನಡೆದ ಶ್ರೀ ಗುರುಪಾದ ದಾನಮ್ಮದೇವಿ ಪುರಾಣ ಮಹಾಮಂಗಲ ಕಾರ್ಯಕ್ರಮದ ಪ್ರಯುಕ್ತ ಕಾರ್ಯಕ್ರಮ ಹಮ್ಮಿಕೊಳ್ಳಲಾಗಿತ್ತು. ಮಹಿಳೆಯರಿಗೆ ಉಡಿ ತುಂಬುವ ಕಾರ್ಯಕ್ರಮದ ಸಾನ್ನಿಧ್ಯ ವಹಿಸಿದ್ದ ಶ್ರೀಗಳು ಆಶೀರ್ವಚನ ನೀಡಿದರು. [956,1744,1123,1850]
vertical-divider [943,478,944,1449]
print-registration-marks [1349,2343,1473,2362]
article9-subhead: ಅತಿವಾಳದಲ್ಲಿ ಜಮೀನು ಕಾಯ್ದಿರಿಸಿದ ತಾಲ್ಲೂಕು ಆಡಳಿತ [1081,2005,1361,2025]
